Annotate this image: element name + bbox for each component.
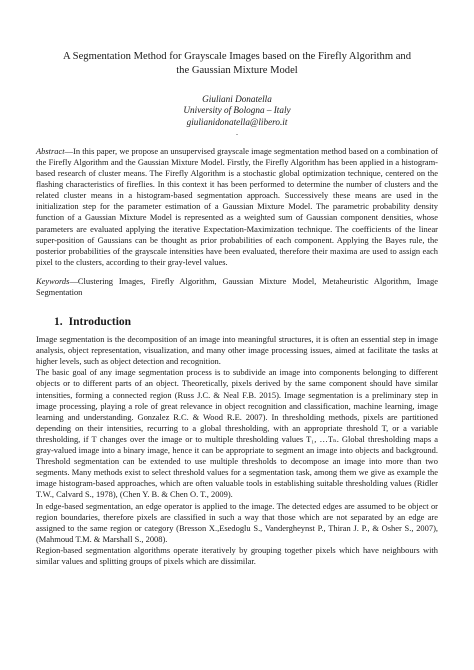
section-title: Introduction [68,316,132,329]
paragraph: In edge-based segmentation, an edge operator is applied to the image. The detected edges are assumed to be object or region boundaries, therefore pixels are classified in such a way that those which are not separated by an edge are assigned to the same region or category (Bresson X.,Esedoglu S., Vandergheynst P., Thiran J. P., & Osher S., 2007), (Mahmoud T.M. & Marshall S., 2008). [36,500,438,544]
section-heading [54,316,438,328]
author-block [36,94,438,128]
keywords-text: —Clustering Images, Firefly Algorithm, Gaussian Mixture Model, Metaheuristic Algorithm, Image Segmentation [36,275,438,298]
title-line-1: A Segmentation Method for Grayscale Images based on the Firefly Algorithm and [62,51,412,62]
keywords-label: Keywords [36,275,70,286]
keywords [36,276,438,298]
title-line-2: the Gaussian Mixture Model [176,65,298,76]
abstract-label: Abstract [36,145,65,156]
paragraph: Region-based segmentation algorithms operate iteratively by grouping together pixels which have neighbours with similar values and splitting groups of pixels which are dissimilar. [36,544,438,566]
paragraph: The basic goal of any image segmentation process is to subdivide an image into components belonging to different objects or to different parts of an object. Theoretically, pixels derived by the same component should have similar intensities, forming a connected region (Russ J.C. & Neal F.B. 2015). Image segmentation is a preliminary step in image processing, playing a role of great relevance in object recognition and classification, machine learning, image learning and understanding. Gonzalez R.C. & Wood R.E. 2007). In thresholding methods, pixels are partitioned depending on their intensities, recurring to a global thresholding, with an appropriate threshold T, or a variable thresholding, if T changes over the image or to multiple thresholding values T₁, …Tₙ. Global thresholding maps a gray-valued image into a binary image, hence it can be appropriate to segment an image into objects and background. Threshold segmentation can be extended to use multiple thresholds to decompose an image into more than two segments. Many methods exist to select threshold values for a segmentation task, among them we give as example the image histogram-based approaches, which are often valuable tools in establishing suitable thresholding values (Ridler T.W., Calvard S., 1978), (Chen Y. B. & Chen O. T., 2009). [36,367,438,500]
section-number: 1. [54,316,63,329]
paper-title [36,50,438,78]
section-body [36,334,438,567]
paragraph: Image segmentation is the decomposition of an image into meaningful structures, it is often an essential step in image analysis, object representation, visualization, and many other image processing issues, aimed at facilitate the tasks at higher levels, such as object detection and recognition. [36,334,438,367]
abstract [36,146,438,268]
author-affiliation: University of Bologna – Italy [183,105,291,116]
author-email: giulianidonatella@libero.it [186,116,288,127]
abstract-text: —In this paper, we propose an unsupervised grayscale image segmentation method based on a combination of the Firefly Algorithm and the Gaussian Mixture Model. Firstly, the Firefly Algorithm has been applied in a histogram-based research of cluster means. The Firefly Algorithm is a stochastic global optimization technique, centered on the flashing characteristics of fireflies. In this context it has been performed to determine the number of clusters and the related cluster means in a histogram-based segmentation approach. Successively these means are used in the initialization step for the parameter estimation of a Gaussian Mixture Model. The parametric probability density function of a Gaussian Mixture Model is represented as a weighted sum of Gaussian component densities, whose parameters are evaluated applying the iterative Expectation-Maximization technique. The coefficients of the linear super-position of Gaussians can be thought as prior probabilities of each component. Applying the Bayes rule, the posterior probabilities of the grayscale intensities have been evaluated, therefore their maxima are used to assign each pixel to the clusters, according to their gray-level values. [36,145,438,267]
author-name: Giuliani Donatella [202,94,272,104]
separator-mark: . [236,127,238,137]
